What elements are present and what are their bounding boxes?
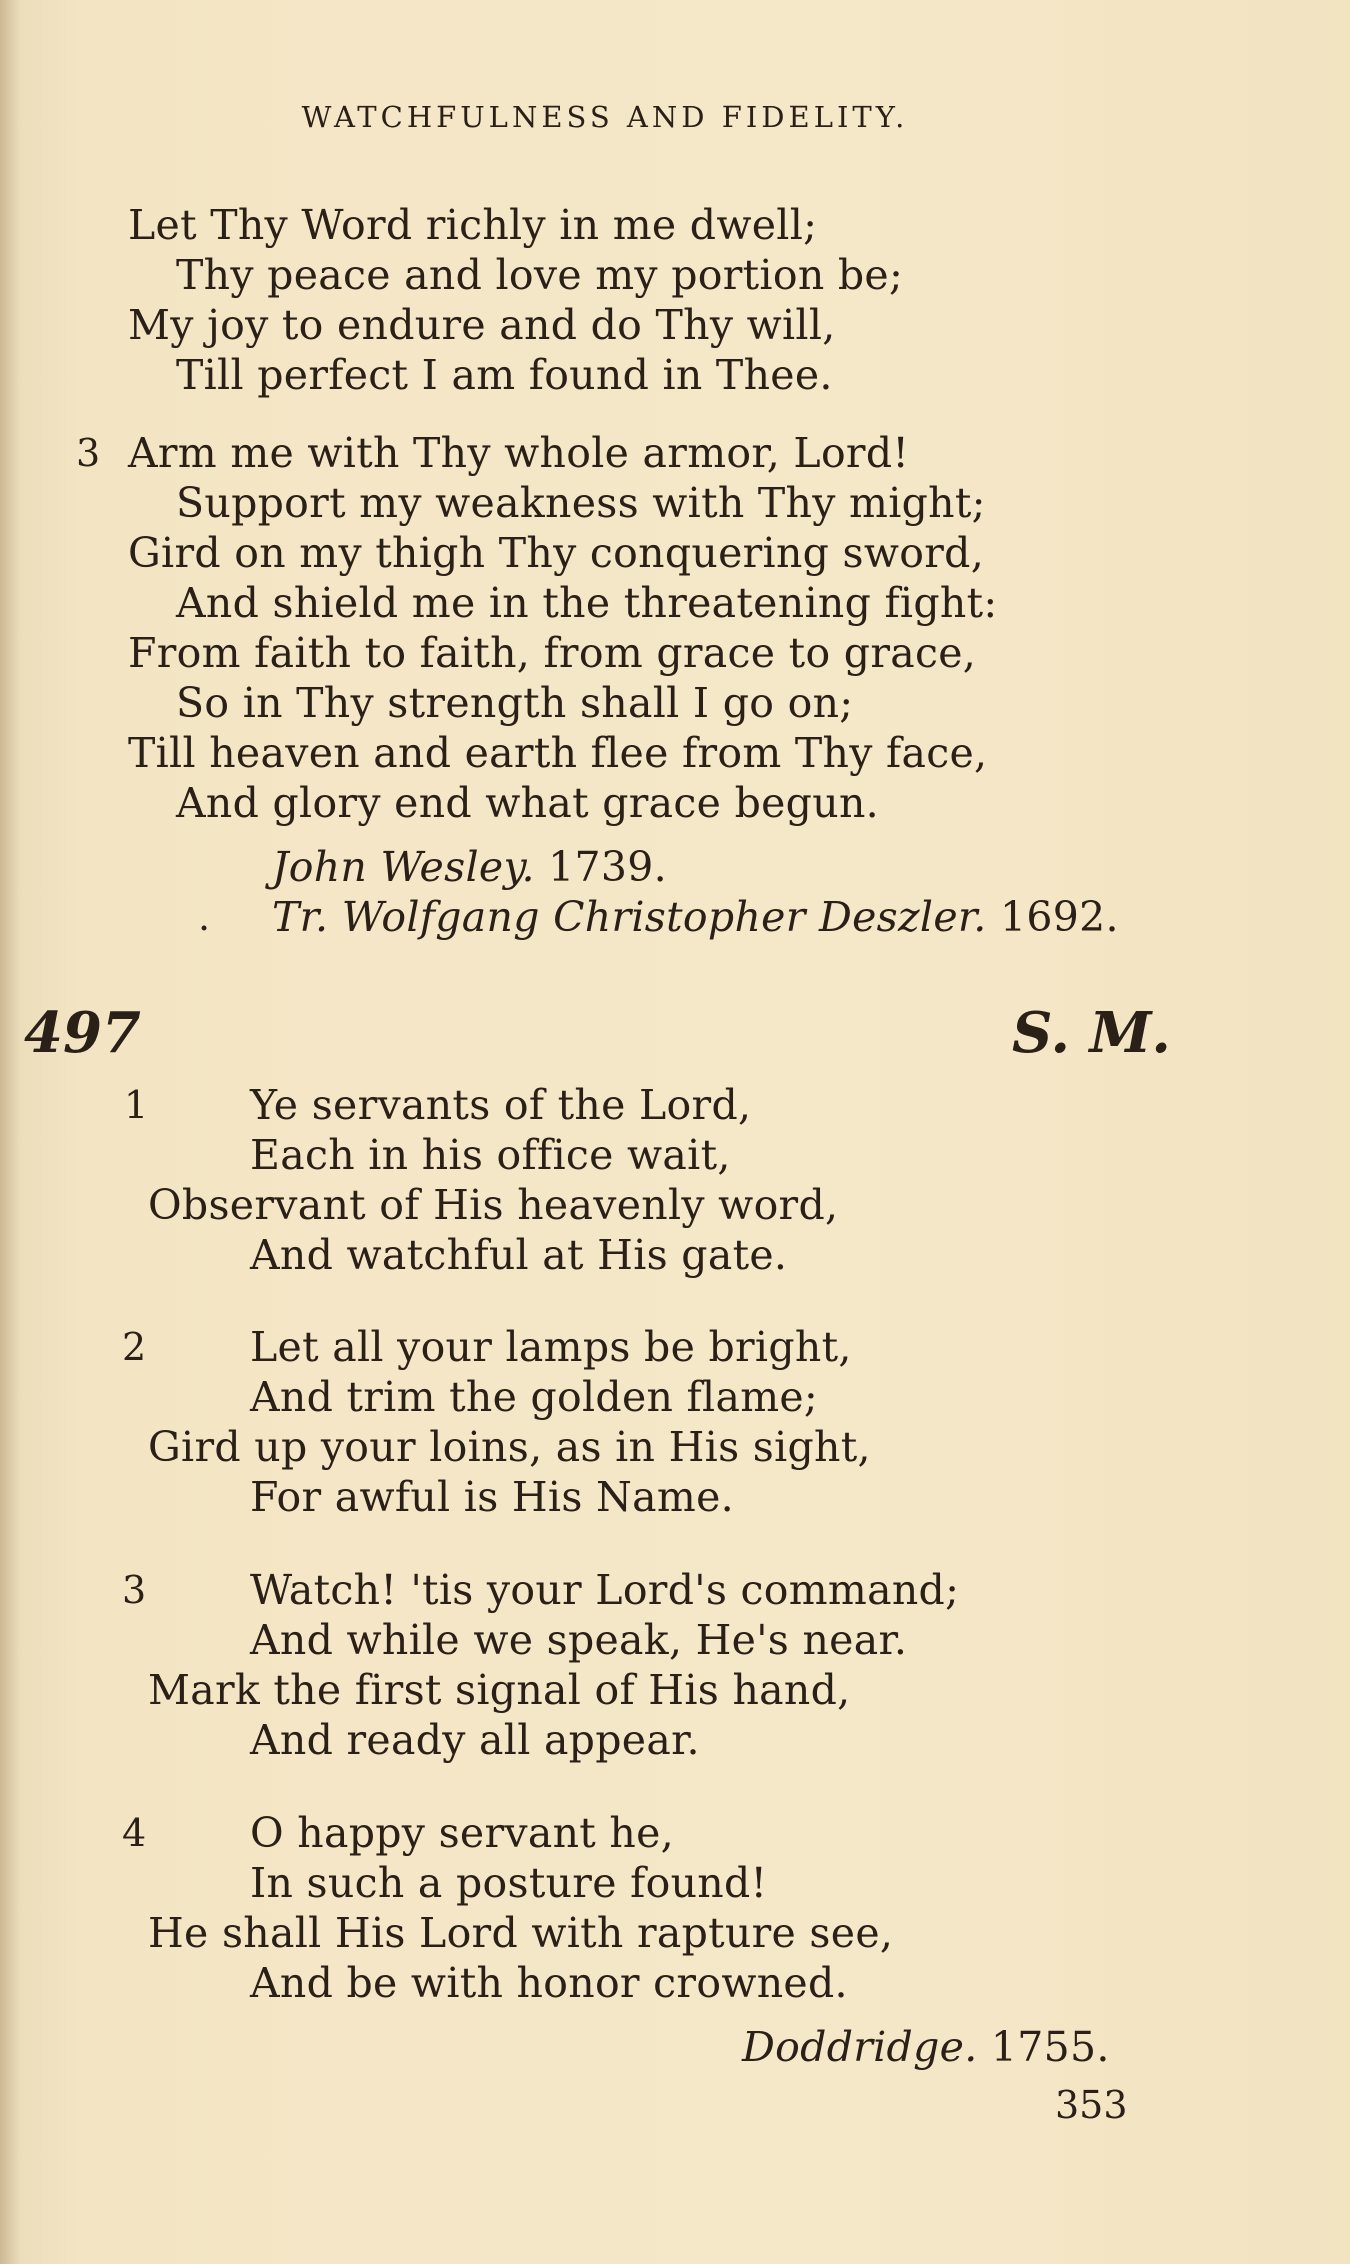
stanza-line: Mark the first signal of His hand, bbox=[148, 1666, 851, 1714]
stanza-line: And watchful at His gate. bbox=[250, 1231, 788, 1279]
stanza-line: And while we speak, He's near. bbox=[250, 1616, 908, 1664]
hymn-author: Doddridge. bbox=[742, 2023, 978, 2071]
stanza-number: 4 bbox=[122, 1811, 147, 1855]
stanza-number: 1 bbox=[124, 1083, 149, 1127]
stanza-line: Let all your lamps be bright, bbox=[250, 1323, 852, 1371]
prev-stanza-line: Arm me with Thy whole armor, Lord! bbox=[128, 429, 910, 477]
page-edge-shadow bbox=[0, 0, 20, 2264]
stanza-line: And trim the golden flame; bbox=[250, 1373, 819, 1421]
stanza-line: And be with honor crowned. bbox=[250, 1959, 848, 2007]
stanza-number: 2 bbox=[122, 1325, 147, 1369]
author-attribution bbox=[272, 842, 667, 892]
hymn-attribution bbox=[742, 2022, 1110, 2072]
stanza-line: Watch! 'tis your Lord's command; bbox=[250, 1566, 960, 1614]
prev-stanza-line: Till perfect I am found in Thee. bbox=[176, 351, 833, 399]
prev-stanza-line: My joy to endure and do Thy will, bbox=[128, 301, 836, 349]
prev-stanza-number: 3 bbox=[76, 431, 101, 475]
prev-stanza-line: From faith to faith, from grace to grace, bbox=[128, 629, 977, 677]
prev-stanza-line: Till heaven and earth flee from Thy face, bbox=[128, 729, 988, 777]
running-header: WATCHFULNESS AND FIDELITY. bbox=[301, 100, 909, 134]
author-year: 1739. bbox=[548, 843, 668, 891]
translator-year: 1692. bbox=[999, 893, 1119, 941]
prev-stanza-line: Let Thy Word richly in me dwell; bbox=[128, 201, 818, 249]
stanza-line: Each in his office wait, bbox=[250, 1131, 731, 1179]
stanza-line: Observant of His heavenly word, bbox=[148, 1181, 839, 1229]
stanza-line: Gird up your loins, as in His sight, bbox=[148, 1423, 871, 1471]
page-number: 353 bbox=[1055, 2083, 1128, 2127]
hymn-year: 1755. bbox=[990, 2023, 1110, 2071]
prev-stanza-line: And shield me in the threatening fight: bbox=[176, 579, 998, 627]
stanza-line: O happy servant he, bbox=[250, 1809, 675, 1857]
prev-stanza-line: Thy peace and love my portion be; bbox=[176, 251, 904, 299]
stanza-line: And ready all appear. bbox=[250, 1716, 700, 1764]
stanza-number: 3 bbox=[122, 1568, 147, 1612]
stanza-line: In such a posture found! bbox=[250, 1859, 768, 1907]
author-name: John Wesley. bbox=[272, 843, 535, 891]
hymn-meter: S. M. bbox=[1012, 1000, 1171, 1066]
prev-stanza-line: Support my weakness with Thy might; bbox=[176, 479, 986, 527]
stanza-line: Ye servants of the Lord, bbox=[250, 1081, 752, 1129]
translator-name: Tr. Wolfgang Christopher Deszler. bbox=[272, 893, 987, 941]
stanza-line: For awful is His Name. bbox=[250, 1473, 735, 1521]
prev-stanza-line: So in Thy strength shall I go on; bbox=[176, 679, 854, 727]
stanza-line: He shall His Lord with rapture see, bbox=[148, 1909, 894, 1957]
prev-stanza-line: And glory end what grace begun. bbox=[176, 779, 879, 827]
stray-mark: . bbox=[198, 895, 211, 939]
hymn-number: 497 bbox=[24, 1000, 141, 1066]
translator-attribution bbox=[272, 892, 1119, 942]
prev-stanza-line: Gird on my thigh Thy conquering sword, bbox=[128, 529, 985, 577]
